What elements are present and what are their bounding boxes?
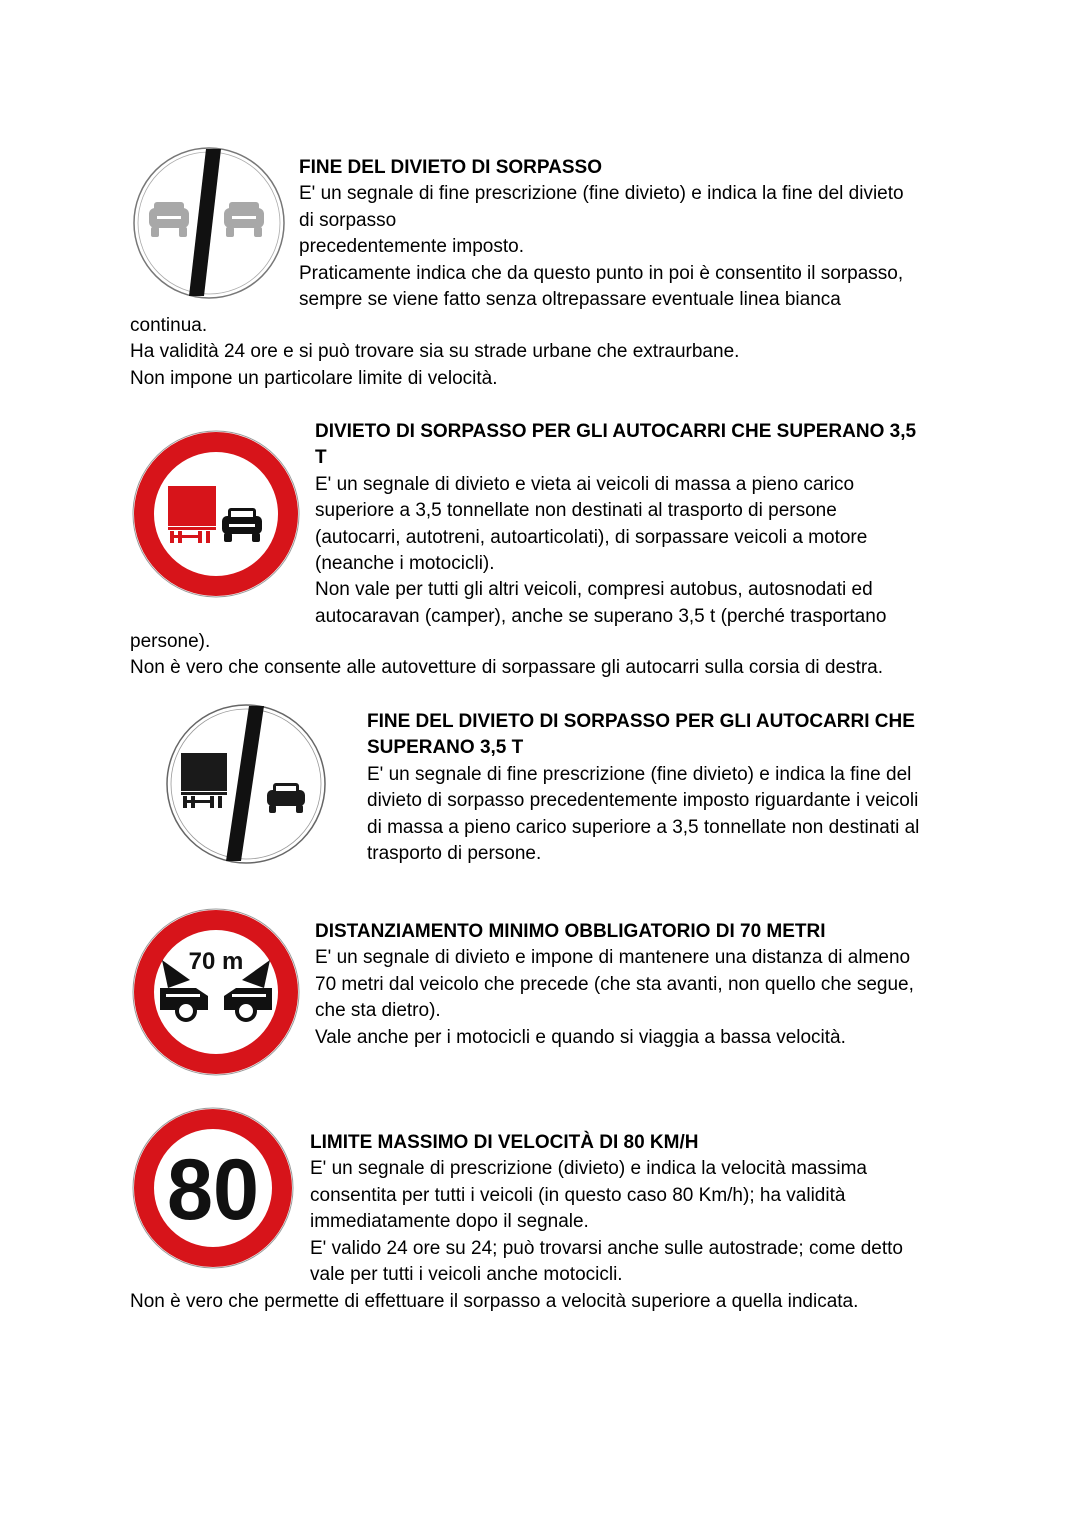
section-continuation — [130, 629, 883, 682]
body-line: sempre se viene fatto senza oltrepassare eventuale linea bianca — [299, 289, 841, 311]
section-text — [299, 155, 904, 313]
sign-text: 70 m — [188, 948, 244, 975]
body-line: Non è vero che permette di effettuare il sorpasso a velocità superiore a quella indicata. — [130, 1291, 859, 1312]
body-line: superiore a 3,5 tonnellate non destinati al trasporto di persone — [315, 500, 837, 522]
body-line: autocaravan (camper), anche se superano 3,5 t (perché trasportano — [315, 605, 887, 627]
body-line: divieto di sorpasso precedentemente imposto riguardante i veicoli — [367, 790, 919, 812]
body-line: vale per tutti i veicoli anche motocicli. — [310, 1264, 623, 1286]
body-line: persone). — [130, 631, 211, 652]
body-line: trasporto di persone. — [367, 843, 542, 865]
section-title: FINE DEL DIVIETO DI SORPASSO — [299, 157, 602, 178]
speed-limit-80-sign-icon — [132, 1107, 294, 1269]
section-continuation — [130, 1289, 858, 1315]
body-line: E' un segnale di divieto e impone di mantenere una distanza di almeno — [315, 947, 911, 969]
section-continuation — [130, 313, 739, 392]
end-of-no-overtaking-sign-icon — [132, 146, 286, 300]
no-overtaking-trucks-sign-icon — [132, 430, 300, 598]
minimum-distance-70m-sign-icon — [132, 908, 300, 1076]
body-line: precedentemente imposto. — [299, 236, 524, 258]
body-line: 70 metri dal veicolo che precede (che sta avanti, non quello che segue, — [315, 973, 914, 995]
section-title: DIVIETO DI SORPASSO PER GLI AUTOCARRI CHE SUPERANO 3,5 — [315, 421, 917, 442]
sign-text: 80 — [167, 1142, 259, 1238]
section-title: SUPERANO 3,5 T — [367, 737, 524, 759]
section-text — [367, 709, 919, 867]
body-line: Ha validità 24 ore e si può trovare sia su strade urbane che extraurbane. — [130, 341, 740, 363]
body-line: E' un segnale di divieto e vieta ai veicoli di massa a pieno carico — [315, 473, 855, 495]
body-line: (autocarri, autotreni, autoarticolati), di sorpassare veicoli a motore — [315, 526, 868, 548]
body-line: E' un segnale di fine prescrizione (fine divieto) e indica la fine del — [367, 763, 912, 785]
body-line: Praticamente indica che da questo punto in poi è consentito il sorpasso, — [299, 262, 904, 284]
body-line: (neanche i motocicli). — [315, 553, 495, 575]
section-text — [315, 419, 916, 630]
body-line: continua. — [130, 315, 208, 336]
body-line: immediatamente dopo il segnale. — [310, 1211, 589, 1233]
body-line: Vale anche per i motocicli e quando si viaggia a bassa velocità. — [315, 1026, 846, 1048]
body-line: E' un segnale di fine prescrizione (fine divieto) e indica la fine del divieto — [299, 183, 904, 205]
body-line: E' un segnale di prescrizione (divieto) e indica la velocità massima — [310, 1158, 868, 1180]
body-line: di sorpasso — [299, 209, 397, 231]
section-title: FINE DEL DIVIETO DI SORPASSO PER GLI AUTOCARRI CHE — [367, 711, 915, 732]
body-line: di massa a pieno carico superiore a 3,5 tonnellate non destinati al — [367, 816, 920, 838]
body-line: consentita per tutti i veicoli (in questo caso 80 Km/h); ha validità — [310, 1184, 846, 1206]
body-line: Non impone un particolare limite di velocità. — [130, 367, 498, 389]
end-of-no-overtaking-trucks-sign-icon — [165, 703, 327, 865]
body-line: che sta dietro). — [315, 1000, 441, 1022]
section-title: LIMITE MASSIMO DI VELOCITÀ DI 80 KM/H — [310, 1132, 699, 1153]
section-text — [310, 1130, 903, 1288]
body-line: Non è vero che consente alle autovetture di sorpassare gli autocarri sulla corsia di destra. — [130, 657, 884, 679]
body-line: Non vale per tutti gli altri veicoli, compresi autobus, autosnodati ed — [315, 579, 873, 601]
section-text — [315, 919, 914, 1051]
section-title: DISTANZIAMENTO MINIMO OBBLIGATORIO DI 70 METRI — [315, 921, 826, 942]
section-title: T — [315, 447, 327, 469]
body-line: E' valido 24 ore su 24; può trovarsi anche sulle autostrade; come detto — [310, 1237, 903, 1259]
